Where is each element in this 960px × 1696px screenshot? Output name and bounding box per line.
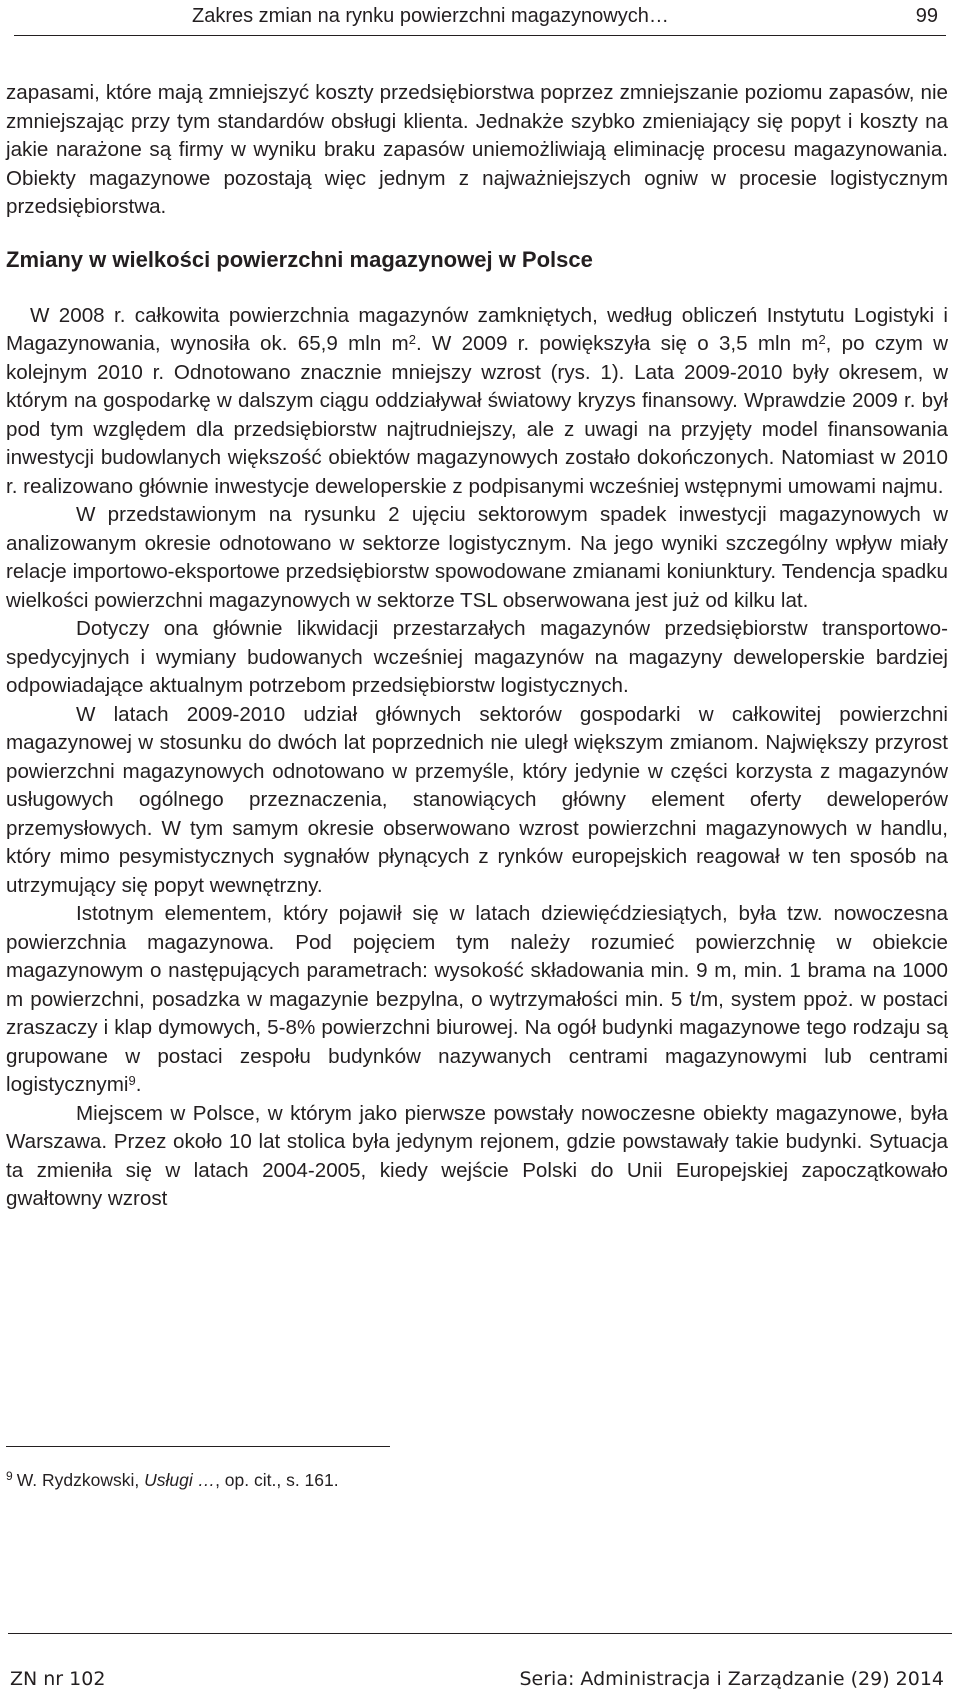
paragraph-text: , po czym w kolejnym 2010 r. Odnotowano znacznie mniejszy wzrost (rys. 1). Lata 2009-2010 były okresem, w którym na gospodarkę w dalszym ciągu oddziaływał światowy kryzys finansowy. Wprawdzie 2009 r. był pod tym względem dla przedsiębiorstw najtrudniejszy, ale z uwagi na przyjęty model finansowania inwestycji budowlanych większość obiektów magazynowych zostało dokończonych. Natomiast w 2010 r. realizowano głównie inwestycje deweloperskie z podpisanymi wcześniej wstępnymi umowami najmu. xyxy=(6,332,948,498)
footnote-reference: 9 xyxy=(128,1073,136,1088)
footnote-rule xyxy=(6,1446,390,1447)
footnote-title: Usługi … xyxy=(144,1470,216,1490)
paragraph xyxy=(0,900,960,1100)
running-title: Zakres zmian na rynku powierzchni magazynowych… xyxy=(192,5,669,27)
footnote-number: 9 xyxy=(6,1469,13,1483)
body-text xyxy=(0,79,960,1214)
superscript: 2 xyxy=(818,332,826,347)
paragraph: W latach 2009-2010 udział głównych sektorów gospodarki w całkowitej powierzchni magazynowej w stosunku do dwóch lat poprzednich nie uległ większym zmianom. Największy przyrost powierzchni magazynowych odnotowano w przemyśle, który jedynie w części korzysta z magazynów usługowych ogólnego przeznaczenia, stanowiących główny element oferty deweloperów przemysłowych. W tym samym okresie obserwowano wzrost powierzchni magazynowych w handlu, który mimo pesymistycznych sygnałów płynących z rynków europejskich reagował w ten sposób na utrzymujący się popyt wewnętrzny. xyxy=(6,702,948,897)
paragraph: Miejscem w Polsce, w którym jako pierwsze powstały nowoczesne obiekty magazynowe, była Warszawa. Przez około 10 lat stolica była jedynym rejonem, gdzie powstawały takie budynki. Sytuacja ta zmieniła się w latach 2004-2005, kiedy wejście Polski do Unii Europejskiej zapoczątkowało gwałtowny wzrost xyxy=(6,1101,948,1210)
superscript: 2 xyxy=(408,332,416,347)
paragraph-text: Istotnym elementem, który pojawił się w latach dziewięćdziesiątych, była tzw. nowoczesna powierzchnia magazynowa. Pod pojęciem tym należy rozumieć powierzchnię w obiekcie magazynowym o następujących parametrach: wysokość składowania min. 9 m, min. 1 brama na 1000 m powierzchni, posadzka w magazynie bezpylna, o wytrzymałości min. 5 t/m, system ppoż. w postaci zraszaczy i klap dymowych, 5-8% powierzchni biurowej. Na ogół budynki magazynowe tego rodzaju są grupowane w postaci zespołu budynków nazywanych centrami magazynowymi lub centrami logistycznymi xyxy=(6,902,948,1096)
paragraph: W przedstawionym na rysunku 2 ujęciu sektorowym spadek inwestycji magazynowych w analizowanym okresie odnotowano w sektorze logistycznym. Na jego wyniki szczególny wpływ miały relacje importowo-eksportowe przedsiębiorstw spowodowane zmianami koniunktury. Tendencja spadku wielkości powierzchni magazynowych w sektorze TSL obserwowana jest już od kilku lat. xyxy=(6,503,948,612)
journal-issue: ZN nr 102 xyxy=(10,1668,106,1690)
footnote-author: W. Rydzkowski, xyxy=(16,1470,145,1490)
running-header xyxy=(14,0,946,36)
footnote-citation: , op. cit., s. 161. xyxy=(215,1470,339,1490)
section-heading: Zmiany w wielkości powierzchni magazynowej w Polsce xyxy=(6,246,593,272)
footnote xyxy=(6,1468,339,1492)
paragraph-text: W 2008 r. całkowita powierzchnia magazynów zamkniętych, według obliczeń Instytutu Logistyki i Magazynowania, wynosiła ok. 65,9 mln m xyxy=(6,303,948,355)
paragraph-text: . xyxy=(135,1073,142,1096)
page-number: 99 xyxy=(915,5,938,27)
journal-series: Seria: Administracja i Zarządzanie (29) 2014 xyxy=(519,1668,944,1690)
paragraph: Dotyczy ona głównie likwidacji przestarzałych magazynów przedsiębiorstw transportowo-spedycyjnych i wymiany budowanych wcześniej magazynów na magazyny deweloperskie bardziej odpowiadające aktualnym potrzebom przedsiębiorstw logistycznych. xyxy=(6,617,948,697)
paragraph xyxy=(0,302,960,502)
page-footer xyxy=(8,1633,952,1696)
paragraph-text: . W 2009 r. powiększyła się o 3,5 mln m xyxy=(415,332,819,355)
paragraph: zapasami, które mają zmniejszyć koszty przedsiębiorstwa poprzez zmniejszanie poziomu zapasów, nie zmniejszając przy tym standardów obsługi klienta. Jednakże szybko zmieniający się popyt i koszty na jakie narażone są firmy w wyniku braku zapasów uniemożliwiają eliminację procesu magazynowania. Obiekty magazynowe pozostają więc jednym z najważniejszych ogniw w procesie logistycznym przedsiębiorstwa. xyxy=(6,81,948,218)
